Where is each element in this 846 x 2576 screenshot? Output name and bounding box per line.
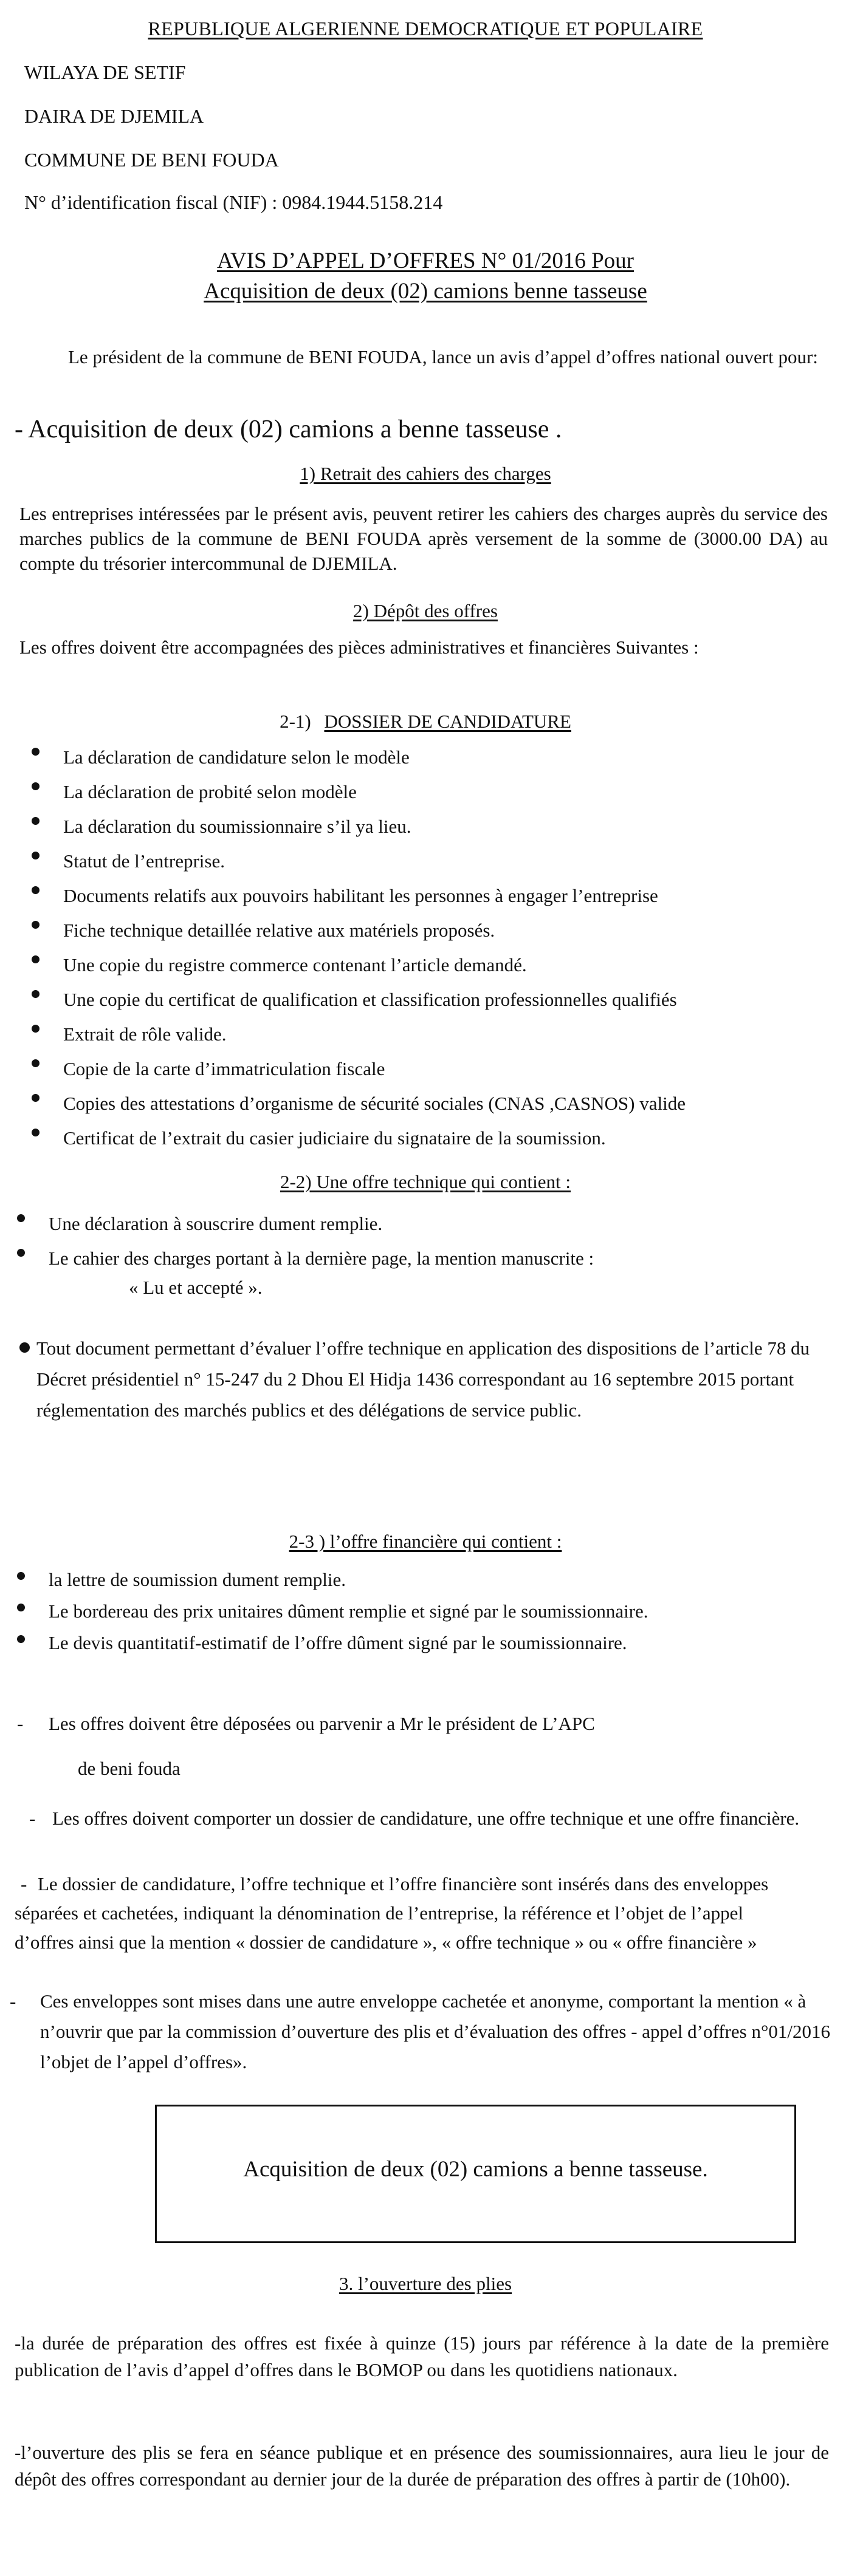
depot-paragraph-4 (10, 1986, 830, 2077)
notice-title: AVIS D’APPEL D’OFFRES N° 01/2016 Pour (216, 248, 634, 273)
bullet-dot (32, 886, 40, 894)
dossier-heading (122, 709, 729, 734)
technique-list (15, 1206, 829, 1276)
depot-paragraph-3 (15, 1870, 780, 1957)
depot-paragraph-1-text: Les offres doivent être déposées ou parvenir a Mr le président de L’APC (49, 1713, 595, 1734)
list-item (29, 1086, 831, 1121)
section1-paragraph: Les entreprises intéressées par le présent avis, peuvent retirer les cahiers des charges auprès du service des marches publics de la commune de BENI FOUDA après versement de la somme de (3000.00 DA) au compte du trésorier intercommunal de DJEMILA. (19, 503, 828, 574)
depot-paragraph-1-cont: de beni fouda (78, 1758, 181, 1779)
dossier-number: 2-1) (280, 711, 311, 732)
object-box (155, 2105, 796, 2243)
bullet-dot (32, 921, 40, 929)
wilaya-line: WILAYA DE SETIF (24, 61, 186, 83)
section3-paragraph-1: -la durée de préparation des offres est fixée à quinze (15) jours par référence à la date de la première publication de l’avis d’appel d’offres dans le BOMOP ou dans les quotidiens nationaux. (15, 2332, 829, 2380)
bullet-dot (32, 990, 40, 998)
technique-heading: 2-2) Une offre technique qui contient : (280, 1171, 571, 1192)
list-item-text: Une copie du certificat de qualification et classification professionnelles qualifiés (63, 989, 677, 1010)
list-item-text: Fiche technique detaillée relative aux matériels proposés. (63, 920, 495, 941)
list-item-text: Une déclaration à souscrire dument remplie. (49, 1213, 383, 1234)
list-item (29, 913, 831, 948)
bullet-dot (32, 782, 40, 790)
list-item (29, 844, 831, 878)
bullet-dot (32, 1025, 40, 1033)
list-item-text: Documents relatifs aux pouvoirs habilitant les personnes à engager l’entreprise (63, 885, 658, 906)
list-item-text: Copie de la carte d’immatriculation fiscale (63, 1058, 385, 1079)
daira-line: DAIRA DE DJEMILA (24, 105, 204, 127)
bullet-dot (17, 1604, 25, 1611)
object-line: - Acquisition de deux (02) camions a benne tasseuse . (15, 415, 562, 443)
manuscript-mention: « Lu et accepté ». (129, 1277, 263, 1298)
dossier-list (29, 740, 831, 1155)
list-item (29, 878, 831, 913)
dash: - (21, 1873, 27, 1894)
depot-paragraph-3-text: Le dossier de candidature, l’offre technique et l’offre financière sont insérés dans des enveloppes séparées et cachetées, indiquant la dénomination de l’entreprise, la référence et l’objet de l’appel d’offres ainsi que la mention « dossier de candidature », « offre technique » ou « offre financière » (15, 1873, 769, 1953)
list-item-text: La déclaration de candidature selon le modèle (63, 746, 410, 768)
list-item-text: La déclaration du soumissionnaire s’il ya lieu. (63, 816, 411, 837)
section3-heading: 3. l’ouverture des plies (339, 2273, 512, 2294)
bullet-dot (32, 955, 40, 963)
depot-paragraph-2-text: Les offres doivent comporter un dossier de candidature, une offre technique et une offre financière. (52, 1808, 800, 1829)
section3-paragraph-2: -l’ouverture des plis se fera en séance publique et en présence des soumissionnaires, aura lieu le jour de dépôt des offres correspondant au dernier jour de la durée de préparation des offres à partir de (10h00). (15, 2442, 829, 2490)
bullet-dot (32, 817, 40, 825)
republic-heading: REPUBLIQUE ALGERIENNE DEMOCRATIQUE ET POPULAIRE (148, 18, 703, 39)
technique-item-3 (19, 1333, 828, 1426)
dossier-title: DOSSIER DE CANDIDATURE (324, 711, 571, 732)
bullet-dot (32, 1059, 40, 1067)
financiere-heading: 2-3 ) l’offre financière qui contient : (289, 1531, 562, 1552)
list-item (15, 1596, 829, 1627)
list-item-text: Certificat de l’extrait du casier judiciaire du signataire de la soumission. (63, 1127, 606, 1149)
nif-line: N° d’identification fiscal (NIF) : 0984.1944.5158.214 (24, 191, 443, 213)
object-box-text: Acquisition de deux (02) camions a benne tasseuse. (243, 2157, 708, 2182)
list-item (29, 1051, 831, 1086)
section2-heading: 2) Dépôt des offres (353, 600, 498, 621)
depot-paragraph-2 (15, 1805, 805, 1832)
section1-heading: 1) Retrait des cahiers des charges (300, 463, 551, 484)
financiere-list (15, 1564, 829, 1659)
bullet-dot (32, 748, 40, 756)
dash: - (29, 1808, 36, 1829)
list-item-text: La déclaration de probité selon modèle (63, 781, 357, 802)
list-item (29, 1121, 831, 1155)
list-item-text: Une copie du registre commerce contenant l’article demandé. (63, 954, 527, 975)
list-item-text: Le devis quantitatif-estimatif de l’offre dûment signé par le soumissionnaire. (49, 1632, 627, 1653)
list-item-text: Le bordereau des prix unitaires dûment remplie et signé par le soumissionnaire. (49, 1601, 648, 1622)
list-item (29, 1017, 831, 1051)
list-item-text: Statut de l’entreprise. (63, 850, 225, 872)
list-item (29, 982, 831, 1017)
list-item (15, 1564, 829, 1596)
dash: - (10, 1990, 16, 2012)
list-item-text: Le cahier des charges portant à la dernière page, la mention manuscrite : (49, 1248, 594, 1269)
bullet-dot (32, 1094, 40, 1102)
list-item (29, 809, 831, 844)
notice-subtitle: Acquisition de deux (02) camions benne tasseuse (204, 279, 647, 304)
bullet-dot (17, 1635, 25, 1643)
list-item-text: la lettre de soumission dument remplie. (49, 1569, 346, 1590)
bullet-dot (17, 1214, 25, 1222)
bullet-dot (17, 1572, 25, 1580)
bullet-dot (19, 1342, 30, 1353)
list-item (29, 774, 831, 809)
bullet-dot (17, 1249, 25, 1257)
list-item (29, 948, 831, 982)
list-item (15, 1206, 829, 1241)
commune-line: COMMUNE DE BENI FOUDA (24, 149, 279, 171)
list-item (15, 1627, 829, 1659)
list-item (29, 740, 831, 774)
list-item (15, 1241, 829, 1276)
bullet-dot (32, 1129, 40, 1136)
technique-item-3-text: Tout document permettant d’évaluer l’offre technique en application des dispositions de l’article 78 du Décret présidentiel n° 15-247 du 2 Dhou El Hidja 1436 correspondant au 16 septembre 2015 portant réglementation des marchés publics et des délégations de service public. (36, 1338, 810, 1421)
depot-paragraph-1 (17, 1712, 827, 1737)
section2-paragraph: Les offres doivent être accompagnées des pièces administratives et financières Suivantes : (19, 637, 699, 658)
intro-paragraph: Le président de la commune de BENI FOUDA, lance un avis d’appel d’offres national ouvert pour: (68, 346, 818, 367)
depot-paragraph-4-text: Ces enveloppes sont mises dans une autre enveloppe cachetée et anonyme, comportant la mention « à n’ouvrir que par la commission d’ouverture des plis et d’évaluation des offres - appel d’offres n°01/2016 l’objet de l’appel d’offres». (40, 1990, 830, 2072)
list-item-text: Extrait de rôle valide. (63, 1023, 227, 1045)
dash: - (17, 1713, 24, 1734)
bullet-dot (32, 852, 40, 859)
list-item-text: Copies des attestations d’organisme de sécurité sociales (CNAS ,CASNOS) valide (63, 1093, 686, 1114)
